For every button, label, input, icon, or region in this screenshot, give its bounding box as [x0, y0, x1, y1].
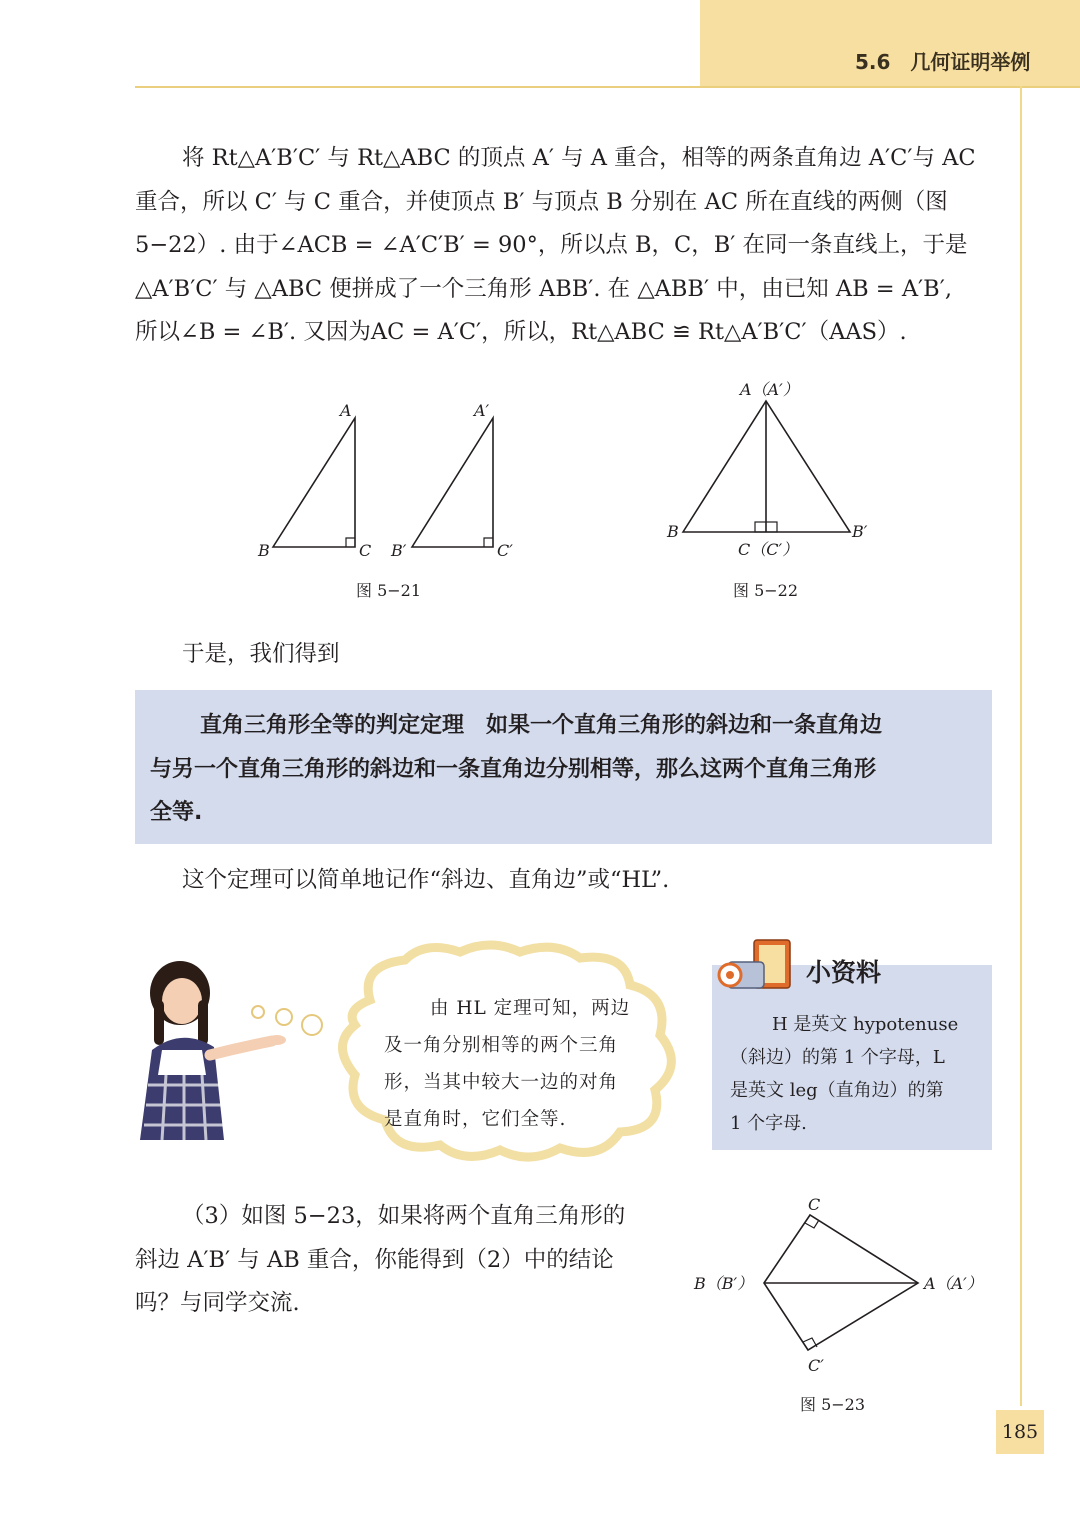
right-angle-mark [484, 538, 493, 547]
label-b-b-prime: B（B′） [694, 1274, 754, 1293]
text-line: 这个定理可以简单地记作“斜边、直角边”或“HL”. [182, 867, 670, 893]
label-a-a-prime: A（A′） [740, 380, 799, 399]
projector-icon [716, 932, 796, 1006]
note-line: H 是英文 hypotenuse [772, 1014, 959, 1035]
note-text [730, 1008, 980, 1140]
bubble-line: 及一角分别相等的两个三角 [384, 1035, 619, 1056]
text-line: 斜边 A′B′ 与 AB 重合，你能得到（2）中的结论 [135, 1246, 614, 1273]
label-b: B [258, 541, 270, 560]
label-a-prime: A′ [474, 401, 490, 420]
text-line: △A′B′C′ 与 △ABC 便拼成了一个三角形 ABB′. 在 △ABB′ 中，由已知 AB = A′B′, [135, 275, 952, 302]
figure-5-23 [690, 1190, 990, 1384]
label-c: C [359, 541, 372, 560]
triangle-abc [273, 418, 355, 547]
section-title: 5.6 几何证明举例 [855, 50, 1031, 74]
label-b-prime: B′ [852, 522, 868, 541]
text-line: 于是，我们得到 [182, 641, 340, 667]
note-line: 是英文 leg（直角边）的第 [730, 1080, 944, 1101]
lead-in-paragraph [135, 633, 997, 677]
figure-5-22 [660, 372, 890, 576]
text-line: 重合，所以 C′ 与 C 重合，并使顶点 B′ 与顶点 B 分别在 AC 所在直线的两侧（图 [135, 188, 948, 215]
label-a: A [340, 401, 352, 420]
bubble-line: 是直角时，它们全等. [384, 1109, 567, 1130]
note-title: 小资料 [806, 958, 882, 987]
hl-paragraph [135, 859, 997, 903]
label-b: B [667, 522, 679, 541]
text-line: 吗？与同学交流. [135, 1290, 300, 1316]
proof-paragraph [135, 137, 997, 355]
label-b-prime: B′ [391, 541, 407, 560]
girl-illustration [132, 955, 332, 1150]
figure-5-21 [240, 390, 540, 574]
figure-caption: 图 5−23 [800, 1395, 866, 1414]
theorem-box [135, 690, 992, 844]
label-c: C [808, 1195, 821, 1214]
margin-rule [1020, 86, 1022, 1406]
theorem-line: 直角三角形全等的判定定理 如果一个直角三角形的斜边和一条直角边 [200, 713, 883, 738]
theorem-line: 全等. [150, 800, 203, 825]
label-c-c-prime: C（C′） [738, 540, 799, 559]
figure-caption: 图 5−21 [356, 581, 422, 600]
bubble-line: 形，当其中较大一边的对角 [384, 1072, 619, 1093]
theorem-line: 与另一个直角三角形的斜边和一条直角边分别相等，那么这两个直角三角形 [150, 756, 877, 782]
note-line: （斜边）的第 1 个字母，L [730, 1047, 945, 1068]
header-divider [135, 86, 1080, 88]
label-a-a-prime: A（A′） [924, 1274, 983, 1293]
text-line: （3）如图 5−23，如果将两个直角三角形的 [182, 1203, 626, 1229]
note-line: 1 个字母. [730, 1113, 807, 1134]
label-c-prime: C′ [808, 1356, 824, 1375]
right-angle-mark [346, 538, 355, 547]
figure-caption: 图 5−22 [733, 581, 799, 600]
label-c-prime: C′ [497, 541, 513, 560]
right-angle-mark [805, 1220, 819, 1228]
triangle-a-b-c-prime [412, 418, 493, 547]
bubble-line: 由 HL 定理可知，两边 [430, 998, 631, 1019]
speech-bubble-text [384, 990, 654, 1138]
question-paragraph [135, 1195, 675, 1326]
text-line: 5−22）. 由于∠ACB = ∠A′C′B′ = 90°，所以点 B，C，B′ 在同一条直线上，于是 [135, 232, 968, 258]
page-number: 185 [996, 1410, 1044, 1454]
text-line: 所以∠B = ∠B′. 又因为AC = A′C′，所以，Rt△ABC ≌ Rt△A′B′C′（AAS）. [135, 319, 907, 345]
text-line: 将 Rt△A′B′C′ 与 Rt△ABC 的顶点 A′ 与 A 重合，相等的两条直角边 A′C′与 AC [182, 145, 976, 171]
